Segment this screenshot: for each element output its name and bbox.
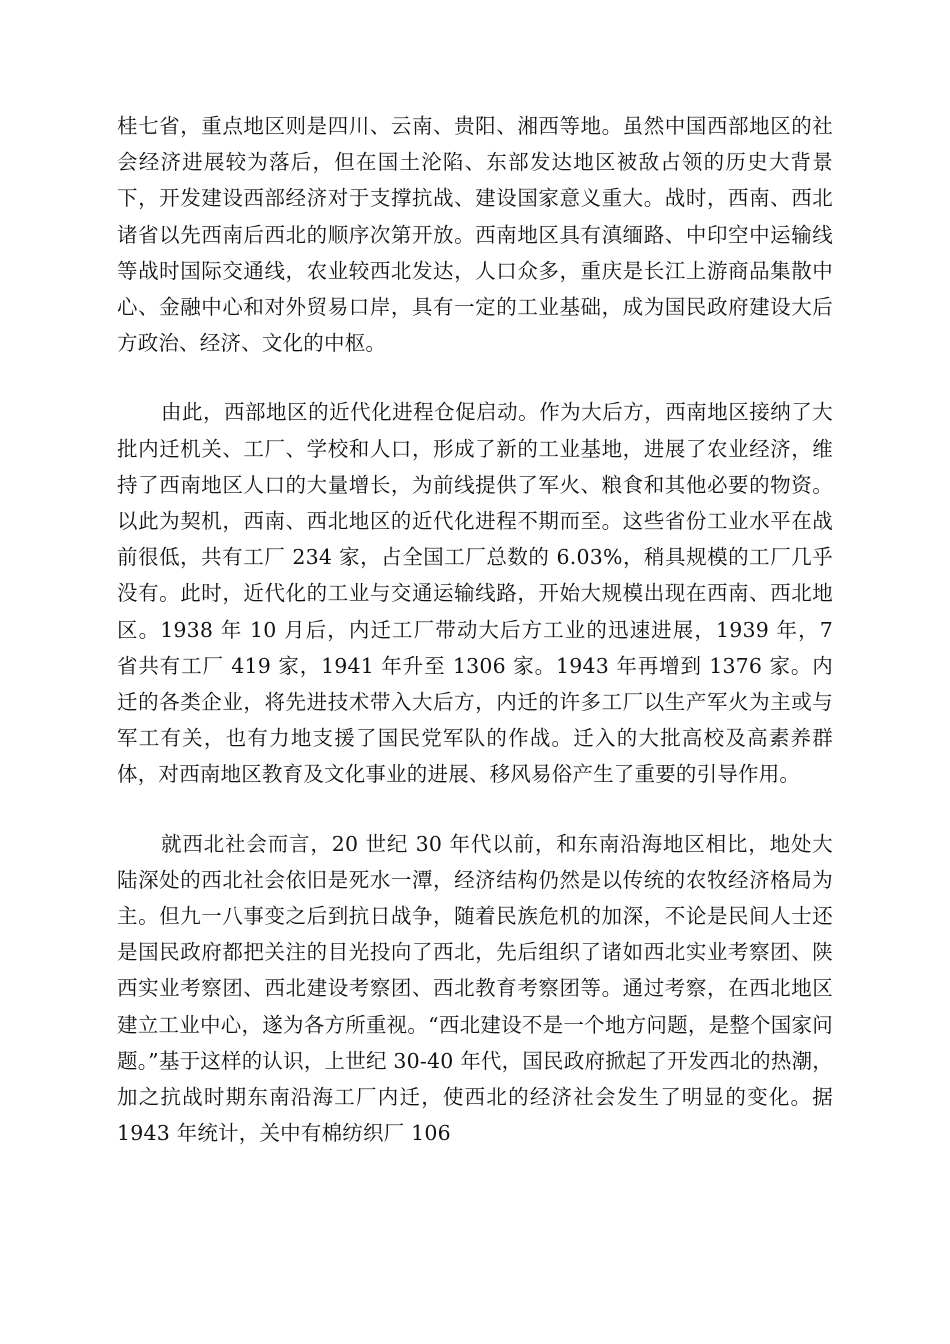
paragraph-southwest-modernization: 由此，西部地区的近代化进程仓促启动。作为大后方，西南地区接纳了大批内迁机关、工厂、学校和人口，形成了新的工业基地，进展了农业经济，维持了西南地区人口的大量增长，为前线提供了军火、粮食和其他必要的物资。以此为契机，西南、西北地区的近代化进程不期而至。这些省份工业水平在战前很低，共有工厂 234 家，占全国工厂总数的 6.03%，稍具规模的工厂几乎没有。此时，近代化的工业与交通运输线路，开始大规模出现在西南、西北地区。1938 年 10 月后，内迁工厂带动大后方工业的迅速进展，1939 年，7 省共有工厂 419 家，1941 年升至 1306 家。1943 年再增到 1376 家。内迁的各类企业，将先进技术带入大后方，内迁的许多工厂以生产军火为主或与军工有关，也有力地支援了国民党军队的作战。迁入的大批高校及高素养群体，对西南地区教育及文化事业的进展、移风易俗产生了重要的引导作用。 [117,400,833,787]
paragraph-northwest-society: 就西北社会而言，20 世纪 30 年代以前，和东南沿海地区相比，地处大陆深处的西北社会依旧是死水一潭，经济结构仍然是以传统的农牧经济格局为主。但九一八事变之后到抗日战争，随着民族危机的加深，不论是民间人士还是国民政府都把关注的目光投向了西北，先后组织了诸如西北实业考察团、陕西实业考察团、西北建设考察团、西北教育考察团等。通过考察，在西北地区建立工业中心，遂为各方所重视。“西北建设不是一个地方问题，是整个国家问题。”基于这样的认识，上世纪 30-40 年代，国民政府掀起了开发西北的热潮，加之抗战时期东南沿海工厂内迁，使西北的经济社会发生了明显的变化。据 1943 年统计，关中有棉纺织厂 106 [117,831,833,1146]
paragraph-spacer [117,793,833,826]
paragraph-continued: 桂七省，重点地区则是四川、云南、贵阳、湘西等地。虽然中国西部地区的社会经济进展较为落后，但在国土沦陷、东部发达地区被敌占领的历史大背景下，开发建设西部经济对于支撑抗战、建设国家意义重大。战时，西南、西北诸省以先西南后西北的顺序次第开放。西南地区具有滇缅路、中印空中运输线等战时国际交通线，农业较西北发达，人口众多，重庆是长江上游商品集散中心、金融中心和对外贸易口岸，具有一定的工业基础，成为国民政府建设大后方政治、经济、文化的中枢。 [117,114,833,356]
paragraph-spacer [117,361,833,394]
document-page [117,108,833,1151]
